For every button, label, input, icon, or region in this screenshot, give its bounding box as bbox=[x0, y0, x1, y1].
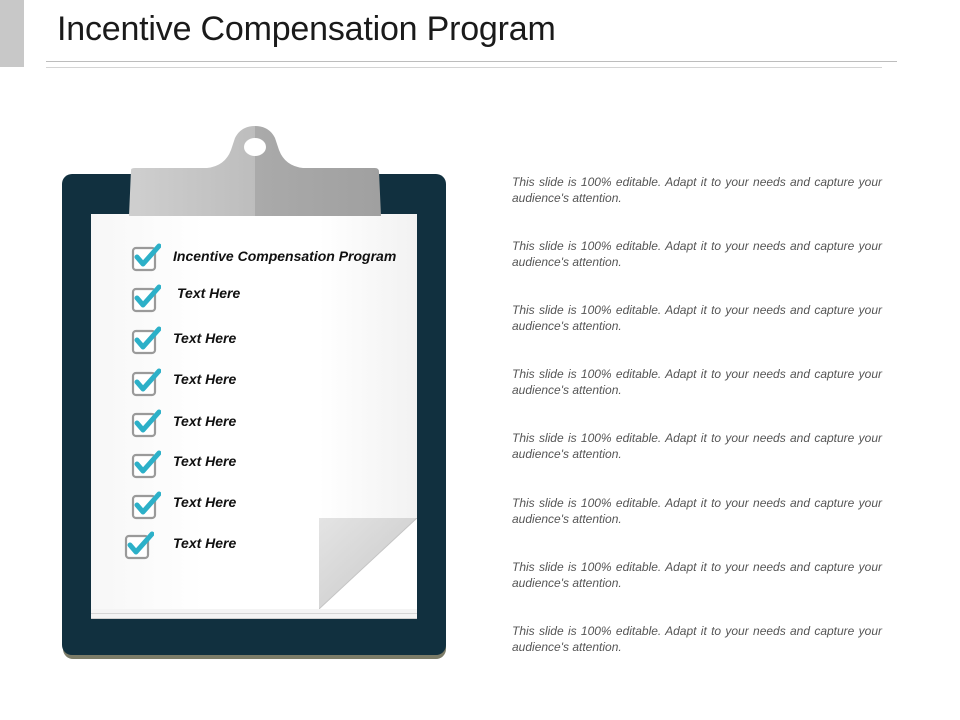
checklist-item-label: Text Here bbox=[173, 371, 237, 387]
checklist-item-label: Text Here bbox=[173, 535, 237, 551]
title-accent-bar bbox=[0, 0, 24, 67]
checkbox-checked-icon[interactable] bbox=[131, 408, 161, 438]
checklist-item-label: Text Here bbox=[173, 494, 237, 510]
checkbox-checked-icon[interactable] bbox=[124, 530, 154, 560]
slide-title: Incentive Compensation Program bbox=[57, 10, 556, 48]
clipboard-clip-icon bbox=[127, 126, 383, 216]
description-text: This slide is 100% editable. Adapt it to your needs and capture your audience's attention. bbox=[512, 175, 882, 205]
description-text: This slide is 100% editable. Adapt it to your needs and capture your audience's attention. bbox=[512, 367, 882, 397]
checklist-item-label: Text Here bbox=[173, 330, 237, 346]
title-divider bbox=[46, 61, 897, 62]
checkbox-checked-icon[interactable] bbox=[131, 242, 161, 272]
title-divider-secondary bbox=[46, 67, 882, 68]
checkbox-checked-icon[interactable] bbox=[131, 325, 161, 355]
checklist-item-label: Text Here bbox=[173, 413, 237, 429]
checkbox-checked-icon[interactable] bbox=[131, 283, 161, 313]
checkbox-checked-icon[interactable] bbox=[131, 367, 161, 397]
description-text: This slide is 100% editable. Adapt it to your needs and capture your audience's attention. bbox=[512, 431, 882, 461]
checklist-item-label: Text Here bbox=[173, 453, 237, 469]
page-curl-icon bbox=[319, 518, 417, 609]
checklist-item-label: Text Here bbox=[177, 285, 241, 301]
checkbox-checked-icon[interactable] bbox=[131, 449, 161, 479]
description-text: This slide is 100% editable. Adapt it to your needs and capture your audience's attention. bbox=[512, 560, 882, 590]
checkbox-checked-icon[interactable] bbox=[131, 490, 161, 520]
description-text: This slide is 100% editable. Adapt it to your needs and capture your audience's attention. bbox=[512, 239, 882, 269]
description-text: This slide is 100% editable. Adapt it to your needs and capture your audience's attention. bbox=[512, 303, 882, 333]
description-text: This slide is 100% editable. Adapt it to your needs and capture your audience's attention. bbox=[512, 624, 882, 654]
description-text: This slide is 100% editable. Adapt it to your needs and capture your audience's attention. bbox=[512, 496, 882, 526]
checklist-item-label: Incentive Compensation Program bbox=[173, 248, 397, 264]
